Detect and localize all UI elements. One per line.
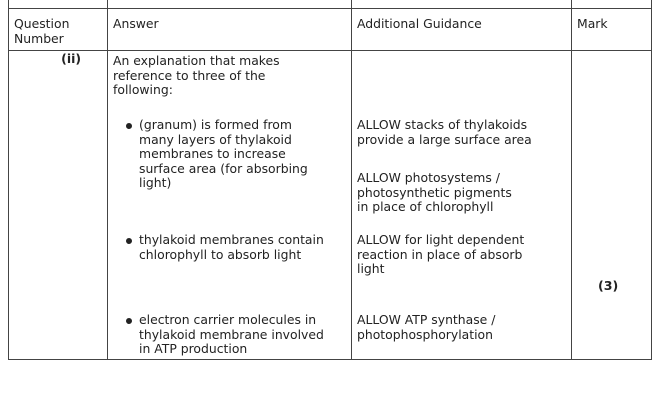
answer-point-1: (granum) is formed from many layers of thylakoid membranes to increase surface area (for absorbing light) (139, 117, 308, 191)
bullet-icon (126, 123, 132, 129)
header-answer: Answer (113, 16, 159, 31)
guidance-point-2: ALLOW photosystems / photosynthetic pigments in place of chlorophyll (357, 170, 512, 215)
table-top-border (9, 8, 651, 9)
answer-point-3: electron carrier molecules in thylakoid membrane involved in ATP production (139, 312, 324, 357)
guidance-point-3: ALLOW for light dependent reaction in place of absorb light (357, 232, 525, 277)
answer-point-2: thylakoid membranes contain chlorophyll to absorb light (139, 232, 324, 262)
column-divider-2 (351, 0, 352, 360)
table-bottom-border (9, 359, 651, 360)
mark-scheme-table (8, 0, 652, 360)
guidance-point-4: ALLOW ATP synthase / photophosphorylation (357, 312, 496, 342)
guidance-point-1: ALLOW stacks of thylakoids provide a large surface area (357, 117, 532, 147)
bullet-icon (126, 238, 132, 244)
bullet-icon (126, 318, 132, 324)
answer-intro: An explanation that makes reference to three of the following: (113, 53, 280, 98)
header-question-number: Question Number (14, 16, 70, 46)
question-number: (ii) (61, 51, 81, 66)
header-mark: Mark (577, 16, 608, 31)
header-row-border (9, 50, 651, 51)
header-additional-guidance: Additional Guidance (357, 16, 482, 31)
mark-value: (3) (598, 278, 619, 293)
column-divider-1 (107, 0, 108, 360)
column-divider-3 (571, 0, 572, 360)
